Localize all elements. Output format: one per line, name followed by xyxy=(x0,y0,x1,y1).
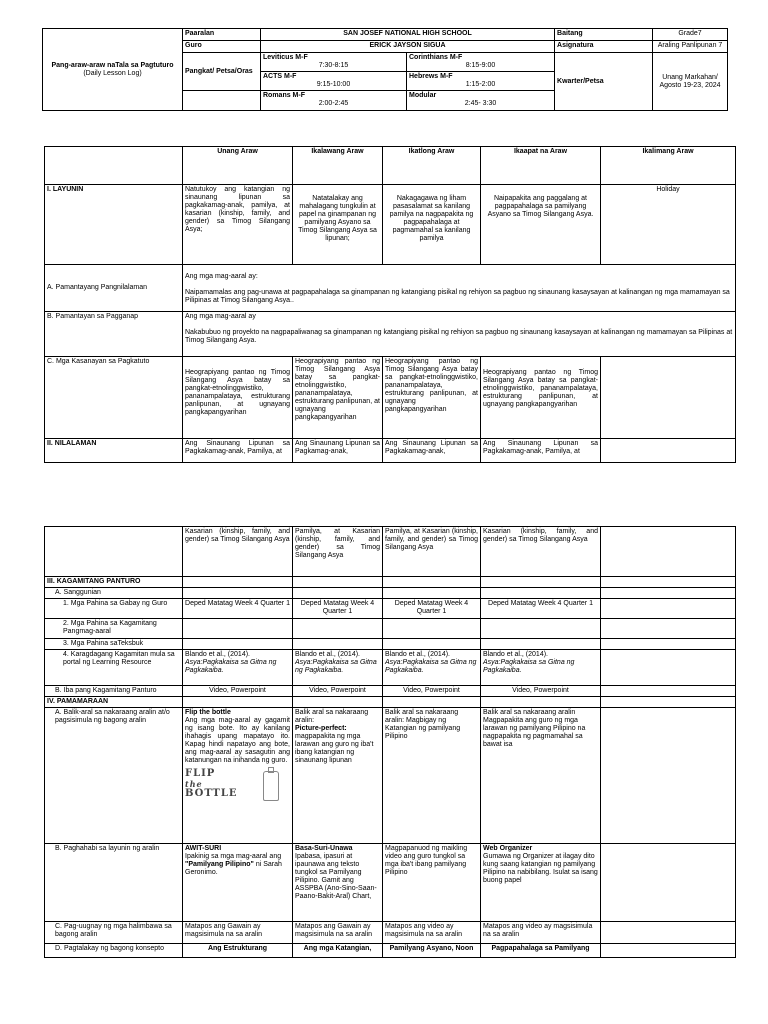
teacher-value: ERICK JAYSON SIGUA xyxy=(261,41,555,53)
balik-aral-day-3: Balik aral sa nakaraang aralin: Magbigay ng Katangian ng pamilyang Pilipino xyxy=(383,708,481,844)
pagtalakay-day-3: Pamilyang Asyano, Noon xyxy=(383,944,481,958)
pag-uugnay-day-4: Matapos ang video ay magsisimula na sa aralin xyxy=(481,922,601,944)
doc-title: Pang-araw-araw naTala sa Pagtuturo xyxy=(51,61,174,69)
layunin-day-4: Naipapakita ang paggalang at pagpapahalaga sa pamilyang Asyano sa Timog Silangang Asya. xyxy=(481,185,601,265)
activity-text: Ang mga mag-aaral ay gagamit ng isang bote. Ito ay kanilang ihahagis upang mapatayo ito. Kapag hindi napatayo ang bote, ang mag-aaral ay sasagutin ang katanungan na inihanda ng guro. xyxy=(185,717,290,764)
schedule-section: Hebrews M-F xyxy=(409,73,453,80)
nilalaman-cont-day-3: Pamilya, at Kasarian (kinship, family, and gender) sa Timog Silangang Asya xyxy=(383,527,481,577)
pagganap-intro: Ang mga mag-aaral ay xyxy=(185,313,256,320)
schedule-time: 7:30-8:15 xyxy=(318,62,349,69)
ref-author: Blando et al., (2014). xyxy=(295,651,360,658)
nilalaman-day-4: Ang Sinaunang Lipunan sa Pagkakamag-anak, Pamilya, at xyxy=(481,439,601,463)
lesson-table-page-1 xyxy=(44,146,736,463)
pamantayan-text: Naipamamalas ang pag-unawa at pagpapahalaga sa ginampanan ng katangiang pisikal ng rehiyon sa pagbuo ng sinaunang kasaysayan at kalinangan ng mga mamamayan sa Pilipinas at Timog Silangang Asya.. xyxy=(185,289,730,304)
reference-day-3 xyxy=(383,650,481,686)
paghahabi-day-4 xyxy=(481,844,601,922)
ref-author: Blando et al., (2014). xyxy=(185,651,250,658)
iba-day-3: Video, Powerpoint xyxy=(383,686,481,697)
reference-day-1 xyxy=(183,650,293,686)
gabay-guro-day-3: Deped Matatag Week 4 Quarter 1 xyxy=(383,599,481,619)
gabay-guro-label: 1. Mga Pahina sa Gabay ng Guro xyxy=(45,599,183,619)
pamamaraan-label: IV. PAMAMARAAN xyxy=(45,697,183,708)
nilalaman-cont-day-2: Pamilya, at Kasarian (kinship, family, and gender) sa Timog Silangang Asya xyxy=(293,527,383,577)
nilalaman-cont-blank xyxy=(45,527,183,577)
doc-title-cell xyxy=(43,29,183,111)
activity-text: Ipabasa, ipasuri at ipaunawa ang teksto tungkol sa Pamilyang Pilipino. Gamit ang ASSPBA (Ano-Sino-Saan-Paano-Bakit-Aral) Chart, xyxy=(295,853,377,900)
activity-title: Basa-Suri-Unawa xyxy=(295,845,353,852)
logo-line: FLIP xyxy=(185,768,216,779)
schedule-cell-4 xyxy=(407,91,555,111)
pagtalakay-day-2: Ang mga Katangian, xyxy=(293,944,383,958)
schedule-section: ACTS M-F xyxy=(263,73,297,80)
layunin-day-3: Nakagagawa ng liham pasasalamat sa kanilang pamilya na nagpapakita ng pagpapahalaga at pagmamahal sa kanilang pamilya xyxy=(383,185,481,265)
quarter-label: Kwarter/Petsa xyxy=(555,53,653,111)
pagtalakay-label: D. Pagtalakay ng bagong konsepto xyxy=(45,944,183,958)
teacher-label: Guro xyxy=(183,41,261,53)
teksbuk-label: 3. Mga Pahina saTeksbuk xyxy=(45,639,183,650)
activity-title: Web Organizer xyxy=(483,845,533,852)
lesson-table-page-2 xyxy=(44,526,736,958)
pag-uugnay-day-1: Matapos ang Gawain ay magsisimula na sa aralin xyxy=(183,922,293,944)
iba-day-2: Video, Powerpoint xyxy=(293,686,383,697)
schedule-section: Modular xyxy=(409,92,437,99)
kasanayan-label: C. Mga Kasanayan sa Pagkatuto xyxy=(45,357,183,439)
kasanayan-day-5 xyxy=(601,357,736,439)
paghahabi-day-3: Magpapanuod ng maikling video ang guro tungkol sa mga iba't ibang pamilyang Pilipino xyxy=(383,844,481,922)
day-header: Ikatlong Araw xyxy=(383,147,481,185)
nilalaman-cont-day-4: Kasarian (kinship, family, and gender) sa Timog Silangang Asya xyxy=(481,527,601,577)
pamantayan-intro: Ang mga mag-aaral ay: xyxy=(185,273,258,280)
day-header: Unang Araw xyxy=(183,147,293,185)
bottle-icon xyxy=(263,771,279,801)
layunin-label: I. LAYUNIN xyxy=(45,185,183,265)
pag-uugnay-day-2: Matapos ang Gawain ay magsisimula na sa aralin xyxy=(293,922,383,944)
grade-label: Baitang xyxy=(555,29,653,41)
doc-subtitle: (Daily Lesson Log) xyxy=(83,69,142,77)
ref-title: Asya:Pagkakaisa sa Gitna ng Pagkakaiba. xyxy=(483,659,575,674)
activity-text: Gumawa ng Organizer at ilagay dito kung saang katangian ng pamilyang Pilipino na nabibilang. Isulat sa isang buong papel xyxy=(483,853,598,884)
kasanayan-day-2: Heograpiyang pantao ng Timog Silangang Asya batay sa pangkat-etnolinggwistiko, pananampalataya, estrukturang panlipunan, at ugnayang pangkapangyarihan xyxy=(293,357,383,439)
balik-aral-day-2 xyxy=(293,708,383,844)
schedule-time: 8:15-9:00 xyxy=(465,62,496,69)
activity-title: AWIT-SURI xyxy=(185,845,222,852)
schedule-cell-3 xyxy=(261,91,407,111)
iba-day-4: Video, Powerpoint xyxy=(481,686,601,697)
pag-uugnay-day-3: Matapos ang video ay magsisimula na sa aralin xyxy=(383,922,481,944)
pamantayan-pagganap-cell xyxy=(183,312,736,357)
paghahabi-day-2 xyxy=(293,844,383,922)
blank-header xyxy=(45,147,183,185)
sanggunian-label: A. Sanggunian xyxy=(45,588,183,599)
karagdagang-kagamitan-label: 4. Karagdagang Kagamitan mula sa portal ng Learning Resource xyxy=(45,650,183,686)
pagganap-text: Nakabubuo ng proyekto na nagpapaliwanag sa ginampanan ng katangiang pisikal ng rehiyon sa pagbuo ng sinaunang kasaysayan at kalinangan ng mamamayan sa Pilipinas at Timog Silangang Asya. xyxy=(185,329,733,344)
pamantayang-pangnilalaman-label: A. Pamantayang Pangnilalaman xyxy=(45,265,183,312)
nilalaman-day-2: Ang Sinaunang Lipunan sa Pagkamag-anak, xyxy=(293,439,383,463)
ref-title: Asya:Pagkakaisa sa Gitna ng Pagkakaiba. xyxy=(295,659,377,674)
nilalaman-day-1: Ang Sinaunang Lipunan sa Pagkakamag-anak, Pamilya, at xyxy=(183,439,293,463)
gabay-guro-day-1: Deped Matatag Week 4 Quarter 1 xyxy=(183,599,293,619)
kasanayan-day-3: Heograpiyang pantao ng Timog Silangang Asya batay sa pangkat-etnolinggwistiko, pananampalataya, estrukturang panlipunan, at ugnayang pangkapangyarihan xyxy=(383,357,481,439)
ref-title: Asya:Pagkakaisa sa Gitna ng Pagkakaiba. xyxy=(185,659,277,674)
subject-value: Araling Panlipunan 7 xyxy=(653,41,728,53)
day-header: Ikaapat na Araw xyxy=(481,147,601,185)
gabay-guro-day-4: Deped Matatag Week 4 Quarter 1 xyxy=(481,599,601,619)
schedule-blank xyxy=(183,91,261,111)
nilalaman-day-5 xyxy=(601,439,736,463)
activity-text: magpapakita ng mga larawan ang guro ng iba't ibang katangian ng sinaunang lipunan xyxy=(295,733,374,764)
activity-intro: Balik aral sa nakaraang aralin: xyxy=(295,709,369,724)
kasanayan-day-4: Heograpiyang pantao ng Timog Silangang Asya batay sa pangkat-etnolinggwistiko, pananampalataya, estrukturang panlipunan, at ugnayang pangkapangyarihan xyxy=(481,357,601,439)
grade-value: Grade7 xyxy=(653,29,728,41)
kagamitan-label: III. KAGAMITANG PANTURO xyxy=(45,577,183,588)
pamantayang-pangnilalaman-cell xyxy=(183,265,736,312)
layunin-day-2: Natatalakay ang mahalagang tungkulin at papel na ginampanan ng pamilyang Asyano sa Timog Silangang Asya sa lipunan; xyxy=(293,185,383,265)
schedule-time: 1:15-2:00 xyxy=(465,81,496,88)
header-table xyxy=(42,28,728,111)
schedule-cell-2 xyxy=(407,53,555,91)
flip-the-bottle-logo xyxy=(185,769,281,799)
nilalaman-cont-day-1: Kasarian (kinship, family, and gender) sa Timog Silangang Asya xyxy=(183,527,293,577)
logo-line: the xyxy=(185,779,203,789)
school-value: SAN JOSEF NATIONAL HIGH SCHOOL xyxy=(261,29,555,41)
schedule-time: 2:45- 3:30 xyxy=(464,100,497,107)
reference-day-2 xyxy=(293,650,383,686)
school-label: Paaralan xyxy=(183,29,261,41)
kasanayan-day-1: Heograpiyang pantao ng Timog Silangang Asya batay sa pangkat-etnolinggwistiko, pananampalataya, estrukturang panlipunan, at ugnayang pangkapangyarihan xyxy=(183,357,293,439)
schedule-time: 9:15-10:00 xyxy=(316,81,351,88)
balik-aral-day-1 xyxy=(183,708,293,844)
kagamitang-pangmag-aaral-label: 2. Mga Pahina sa Kagamitang Pangmag-aaral xyxy=(45,619,183,639)
pagtalakay-day-4: Pagpapahalaga sa Pamilyang xyxy=(481,944,601,958)
nilalaman-day-3: Ang Sinaunang Lipunan sa Pagkakamag-anak, xyxy=(383,439,481,463)
iba-day-1: Video, Powerpoint xyxy=(183,686,293,697)
schedule-section: Romans M-F xyxy=(263,92,305,99)
activity-title: Flip the bottle xyxy=(185,709,231,716)
quarter-value: Unang Markahan/ Agosto 19-23, 2024 xyxy=(653,53,728,111)
pag-uugnay-label: C. Pag-uugnay ng mga halimbawa sa bagong aralin xyxy=(45,922,183,944)
schedule-cell-1 xyxy=(261,53,407,91)
schedule-section: Corinthians M-F xyxy=(409,54,463,61)
layunin-day-1: Natutukoy ang katangian ng sinaunang lipunan sa pagkakamag-anak, pamilya, at kasarian (kinship, family, and gender) sa Timog Silangang Asya; xyxy=(183,185,293,265)
day-header: Ikalimang Araw xyxy=(601,147,736,185)
activity-title: Picture-perfect: xyxy=(295,725,347,732)
balik-aral-label: A. Balik-aral sa nakaraang aralin at/o pagsisimula ng bagong aralin xyxy=(45,708,183,844)
subject-label: Asignatura xyxy=(555,41,653,53)
layunin-day-5: Holiday xyxy=(601,185,736,265)
iba-pang-kagamitan-label: B. Iba pang Kagamitang Panturo xyxy=(45,686,183,697)
activity-text: Ipakinig sa mga mag-aaral ang "Pamilyang Pilipino" ni Sarah Geronimo. xyxy=(185,853,282,876)
gabay-guro-day-2: Deped Matatag Week 4 Quarter 1 xyxy=(293,599,383,619)
nilalaman-label: II. NILALAMAN xyxy=(45,439,183,463)
paghahabi-label: B. Paghahabi sa layunin ng aralin xyxy=(45,844,183,922)
schedule-label: Pangkat/ Petsa/Oras xyxy=(183,53,261,91)
ref-author: Blando et al., (2014). xyxy=(385,651,450,658)
pamantayan-pagganap-label: B. Pamantayan sa Pagganap xyxy=(45,312,183,357)
song-title: "Pamilyang Pilipino" xyxy=(185,861,254,868)
pagtalakay-day-1: Ang Estrukturang xyxy=(183,944,293,958)
nilalaman-cont-day-5 xyxy=(601,527,736,577)
logo-line: BOTTLE xyxy=(185,788,238,799)
ref-author: Blando et al., (2014). xyxy=(483,651,548,658)
balik-aral-day-4: Balik aral sa nakaraang aralin Magpapakita ang guro ng mga larawan ng pamilyang Pilipino na nagpapakita ng pagmamahal sa bawat isa xyxy=(481,708,601,844)
reference-day-4 xyxy=(481,650,601,686)
ref-title: Asya:Pagkakaisa sa Gitna ng Pagkakaiba. xyxy=(385,659,477,674)
day-header: Ikalawang Araw xyxy=(293,147,383,185)
schedule-time: 2:00-2:45 xyxy=(318,100,349,107)
schedule-section: Leviticus M-F xyxy=(263,54,308,61)
paghahabi-day-1 xyxy=(183,844,293,922)
